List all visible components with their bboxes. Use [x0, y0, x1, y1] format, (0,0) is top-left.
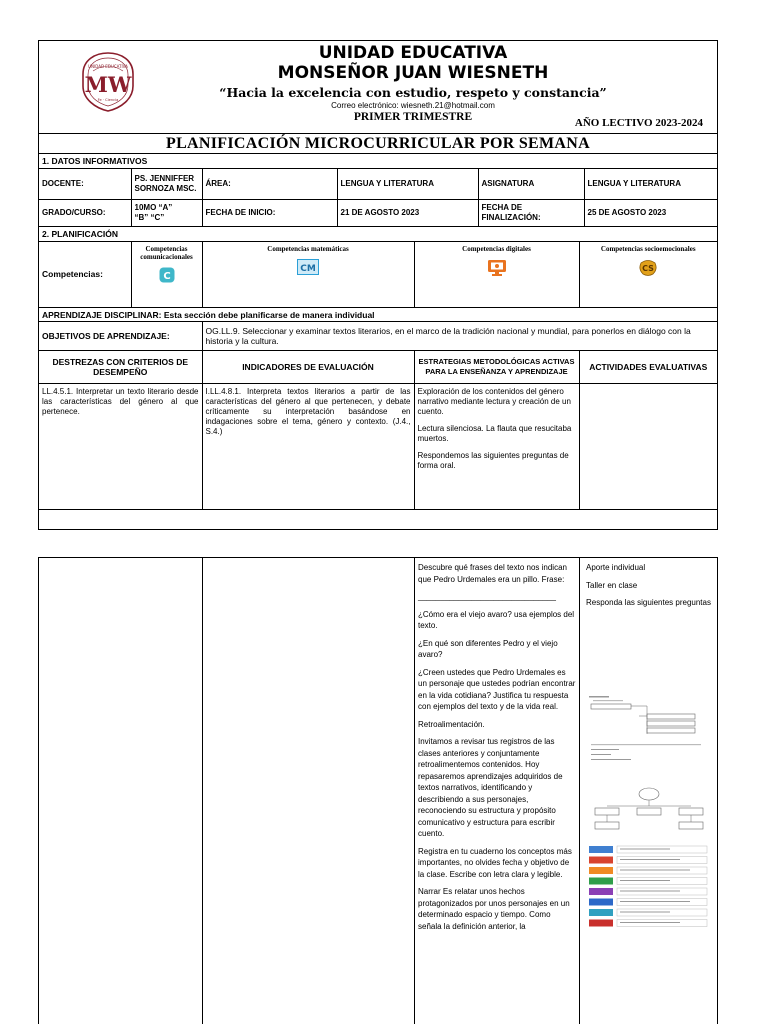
- worksheet-text-line: [620, 922, 680, 923]
- worksheet-image-tree: [587, 784, 712, 834]
- fin-value: 25 DE AGOSTO 2023: [584, 199, 717, 226]
- school-name-line1: UNIDAD EDUCATIVA: [318, 43, 508, 63]
- svg-text:MW: MW: [84, 72, 132, 97]
- worksheet-color-swatch: [589, 867, 613, 874]
- worksheet-color-swatch: [589, 909, 613, 916]
- worksheet-color-swatch: [589, 920, 613, 927]
- worksheet-text-line: [620, 849, 670, 850]
- cm-icon-letters: CM: [300, 263, 316, 274]
- worksheet-text-line: [620, 880, 670, 881]
- area-label: ÁREA:: [202, 169, 337, 199]
- docente-label: DOCENTE:: [39, 169, 131, 199]
- worksheet-color-swatch: [589, 846, 613, 853]
- c-icon: [159, 267, 175, 283]
- worksheet-text-line: [620, 901, 690, 902]
- destrezas-header: DESTREZAS CON CRITERIOS DE DESEMPEÑO: [39, 351, 202, 384]
- destreza-cell: LL.4.5.1. Interpretar un texto literario desde las características del género al que pertenece.: [39, 384, 202, 510]
- worksheet-image-color-rows: [587, 844, 712, 932]
- competencia-comunicacional: [131, 242, 202, 308]
- objetivos-value: OG.LL.9. Seleccionar y examinar textos literarios, en el marco de la tradición nacional y mundial, para ponerlos en diálogo con la historia y la cultura.: [202, 322, 717, 350]
- grado-value-line1: 10MO “A”: [134, 202, 173, 212]
- estrategia-item: ¿En qué son diferentes Pedro y el viejo avaro?: [418, 638, 558, 659]
- page-title: PLANIFICACIÓN MICROCURRICULAR POR SEMANA: [39, 134, 717, 154]
- svg-text:Fe · Ciencia: Fe · Ciencia: [97, 98, 119, 102]
- cs-icon: [638, 259, 658, 277]
- worksheet-text-line: [620, 912, 670, 913]
- actividad-item: Responda las siguientes preguntas: [586, 598, 711, 607]
- actividad-item: Aporte individual: [586, 563, 646, 572]
- term-label: PRIMER TRIMESTRE: [353, 111, 473, 123]
- estrategia-item: Exploración de los contenidos del género narrativo mediante lectura y creación de un cuento.: [417, 387, 571, 416]
- section-datos-informativos: 1. DATOS INFORMATIVOS: [39, 154, 717, 169]
- competencia-comunicacional-title: Competencias comunicacionales: [140, 244, 193, 261]
- actividad-item: Taller en clase: [586, 580, 638, 590]
- competencia-matematica-title: Competencias matemáticas: [267, 244, 349, 253]
- school-block: [149, 43, 677, 124]
- school-name-line2: MONSEÑOR JUAN WIESNETH: [277, 63, 549, 83]
- document-header: [39, 41, 717, 134]
- worksheet-color-swatch: [589, 899, 613, 906]
- fin-label: FECHA DE FINALIZACIÓN:: [478, 199, 584, 226]
- school-year: AÑO LECTIVO 2023-2024: [574, 117, 703, 129]
- area-value: LENGUA Y LITERATURA: [337, 169, 478, 199]
- docente-value: PS. JENNIFFER SORNOZA MSC.: [131, 169, 202, 199]
- asignatura-value: LENGUA Y LITERATURA: [584, 169, 717, 199]
- datos-table: [39, 169, 717, 227]
- cs-icon-letters: CS: [642, 263, 655, 273]
- worksheet-image-structure: [587, 694, 712, 764]
- answer-line: _______________________________: [418, 592, 556, 601]
- worksheet-text-line: [620, 859, 680, 860]
- competencia-digital-title: Competencias digitales: [462, 244, 531, 253]
- estrategia-item: Registra en tu cuaderno los conceptos más importantes, no olvides fecha y objetivo de la clase. Escribe con letra clara y legible.: [418, 846, 572, 879]
- worksheet-color-swatch: [589, 878, 613, 885]
- objetivos-label: OBJETIVOS DE APRENDIZAJE:: [39, 322, 202, 350]
- estrategia-item: Respondemos las siguientes preguntas de forma oral.: [417, 451, 569, 470]
- actividades-cell: [579, 384, 717, 510]
- estrategia-item: Lectura silenciosa. La flauta que resucitaba muertos.: [417, 424, 572, 443]
- section-planificacion: 2. PLANIFICACIÓN: [39, 227, 717, 242]
- inicio-label: FECHA DE INICIO:: [202, 199, 337, 226]
- estrategia-item: ¿Creen ustedes que Pedro Urdemales es un personaje que ustedes podrían encontrar en la vida cotidiana? Justifica tu respuesta con ejemplos del texto y de la vida real.: [418, 667, 576, 711]
- planning-table: [39, 351, 717, 511]
- grado-value: [131, 199, 202, 226]
- c-icon-letter: C: [162, 270, 171, 282]
- svg-text:UNIDAD EDUCATIVA: UNIDAD EDUCATIVA: [88, 64, 128, 69]
- indicador-cell: I.LL.4.8.1. Interpreta textos literarios a partir de las características del género al que pertenecen, y debate críticamente su interpretación basándose en indagaciones sobre el tema, género y contexto. (J.4., S.4.): [202, 384, 414, 510]
- school-motto: “Hacia la excelencia con estudio, respeto y constancia”: [219, 85, 607, 100]
- grado-label: GRADO/CURSO:: [39, 199, 131, 226]
- school-email: Correo electrónico: wiesneth.21@hotmail.com: [331, 101, 495, 110]
- estrategias-cell: [414, 384, 579, 510]
- worksheet-text-line: [620, 870, 690, 871]
- competencia-digital: [414, 242, 579, 308]
- estrategia-item: Descubre qué frases del texto nos indican que Pedro Urdemales era un pillo. Frase:: [418, 563, 567, 584]
- estrategias-column: [414, 558, 579, 1024]
- worksheet-color-swatch: [589, 888, 613, 895]
- estrategia-item: Retroalimentación.: [418, 719, 485, 729]
- planning-page-1: [38, 40, 718, 530]
- planning-page-2: [38, 557, 718, 1024]
- estrategia-item: ¿Cómo era el viejo avaro? usa ejemplos del texto.: [418, 609, 575, 630]
- grado-value-line2: “B” “C”: [134, 212, 165, 222]
- estrategia-item: Invitamos a revisar tus registros de las clases anteriores y conjuntamente retroalimentemos contenidos. Hoy repasaremos aprendizajes adquiridos de textos narrativos, identificando y describiendo a sus personajes, reconociendo su estructura y propósito comunicativo y estructura para escribir cuento.: [418, 737, 563, 838]
- competencia-socioemocional-title: Competencias socioemocionales: [600, 244, 696, 253]
- school-logo: [81, 52, 135, 112]
- estrategia-item: Narrar Es relatar unos hechos protagonizados por unos personajes en un determinado espacio y tiempo. Como señala la definición anterior, la: [418, 887, 570, 931]
- competencia-socioemocional: [579, 242, 717, 308]
- indicadores-header: INDICADORES DE EVALUACIÓN: [202, 351, 414, 384]
- estrategias-header: ESTRATEGIAS METODOLÓGICAS ACTIVAS PARA LA ENSEÑANZA Y APRENDIZAJE: [414, 351, 579, 384]
- competencia-matematica: [202, 242, 414, 308]
- aprendizaje-disciplinar: APRENDIZAJE DISCIPLINAR: Esta sección debe planificarse de manera individual: [39, 308, 717, 322]
- competencias-table: [39, 242, 717, 309]
- worksheet-text-line: [620, 891, 680, 892]
- worksheet-color-swatch: [589, 857, 613, 864]
- indicadores-column: [202, 558, 414, 1024]
- cm-icon: [297, 259, 319, 275]
- objetivos-table: [39, 322, 717, 351]
- inicio-value: 21 DE AGOSTO 2023: [337, 199, 478, 226]
- competencias-label: Competencias:: [39, 242, 131, 308]
- asignatura-label: ASIGNATURA: [478, 169, 584, 199]
- actividades-header: ACTIVIDADES EVALUATIVAS: [579, 351, 717, 384]
- monitor-icon: [487, 259, 507, 277]
